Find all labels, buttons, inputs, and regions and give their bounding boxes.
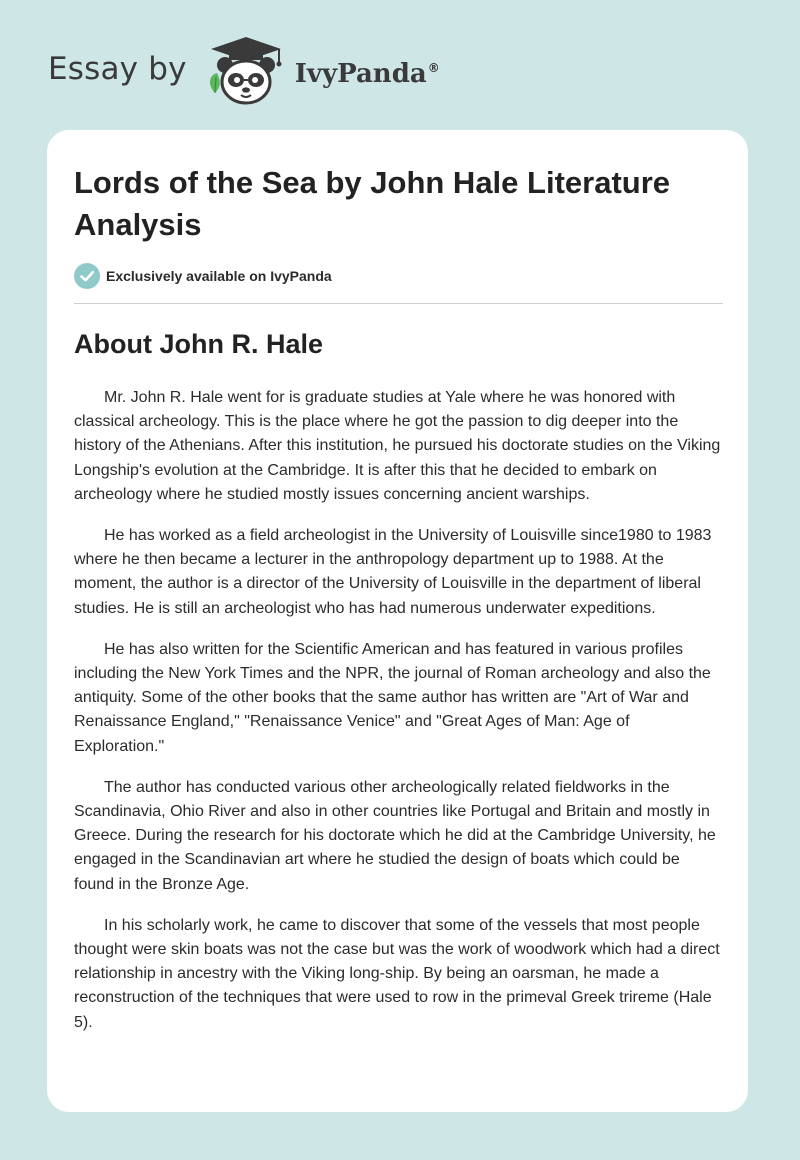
paragraph: Mr. John R. Hale went for is graduate studies at Yale where he was honored with classical archeology. This is the place where he got the passion to dig deeper into the history of the Athenians. After this institution, he pursued his doctorate studies on the Viking Longship's evolution at the Cambridge. It is after this that he decided to embark on archeology where he studied mostly issues concerning ancient warships.	[74, 389, 721, 503]
article-body	[74, 386, 724, 1052]
check-circle-icon	[74, 263, 100, 289]
section-heading: About John R. Hale	[74, 329, 323, 359]
article-card	[47, 130, 748, 1112]
brand-prefix: Essay by	[48, 51, 187, 87]
brand-name: IvyPanda®	[294, 59, 440, 89]
brand-header[interactable]	[48, 36, 440, 106]
registered-mark: ®	[427, 61, 440, 76]
exclusive-badge	[74, 263, 332, 289]
paragraph: He has worked as a field archeologist in the University of Louisville since1980 to 1983 where he then became a lecturer in the anthropology department up to 1988. At the moment, the author is a director of the University of Louisville in the department of liberal studies. He is still an archeologist who has had numerous underwater expeditions.	[74, 527, 712, 617]
badge-label: Exclusively available on IvyPanda	[106, 268, 332, 284]
paragraph: In his scholarly work, he came to discover that some of the vessels that most people thought were skin boats was not the case but was the work of woodwork which had a direct relationship in ancestry with the Viking long-ship. By being an oarsman, he made a reconstruction of the techniques that were used to row in the primeval Greek trireme (Hale 5).	[74, 916, 720, 1031]
page-title: Lords of the Sea by John Hale Literature Analysis	[74, 165, 671, 242]
paragraph: The author has conducted various other archeologically related fieldworks in the Scandinavia, Ohio River and also in other countries like Portugal and Britain and mostly in Greece. During the research for his doctorate which he did at the Cambridge University, he engaged in the Scandinavian art where he studied the design of boats which could be found in the Bronze Age.	[74, 778, 716, 893]
paragraph: He has also written for the Scientific American and has featured in various profiles including the New York Times and the NPR, the journal of Roman archeology and also the antiquity. Some of the other books that the same author has written are "Art of War and Renaissance England," "Renaissance Venice" and "Great Ages of Man: Age of Exploration."	[74, 640, 711, 755]
divider	[74, 303, 723, 304]
panda-logo-icon	[201, 35, 291, 107]
